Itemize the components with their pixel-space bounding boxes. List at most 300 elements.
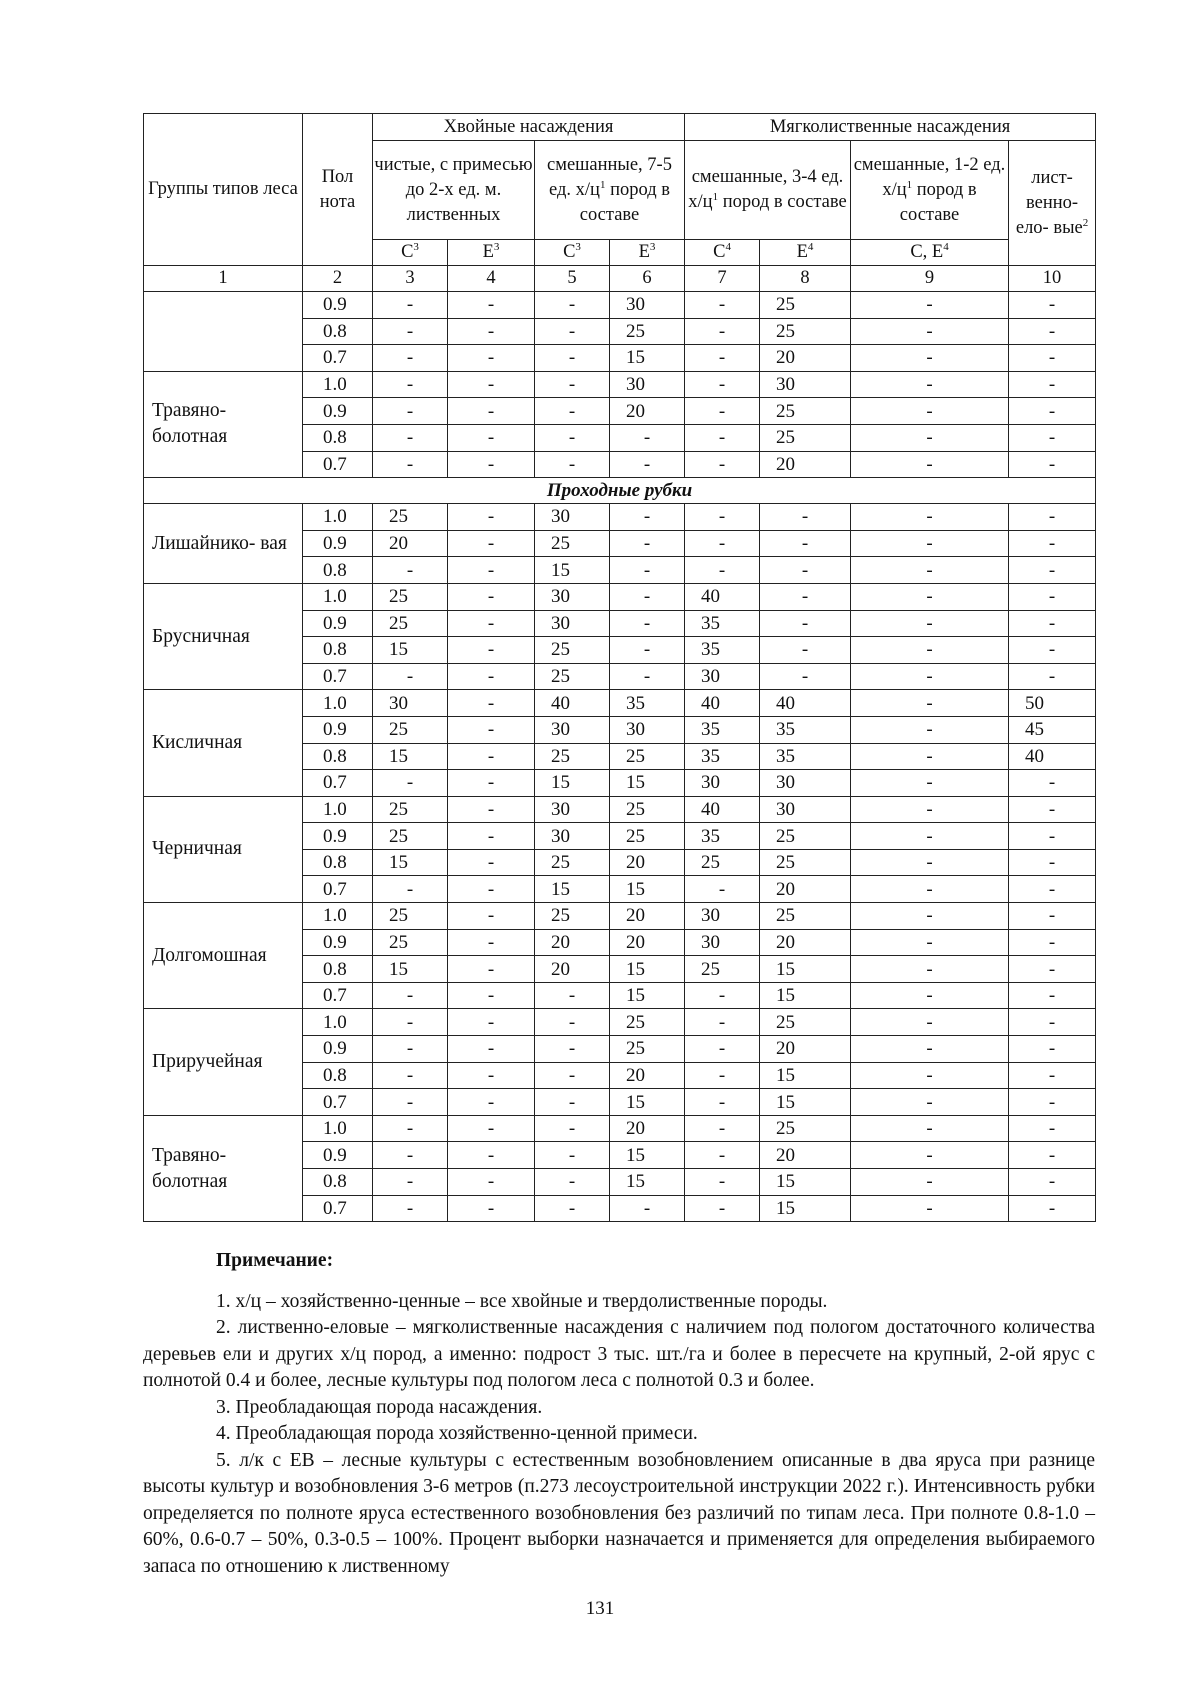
value-cell: - xyxy=(851,1115,1009,1142)
footnote-mark: 3 xyxy=(649,240,656,253)
value-cell: - xyxy=(851,583,1009,610)
value-cell: 25 xyxy=(610,743,685,770)
header-species: С, $Е^4$ xyxy=(851,240,1009,266)
value-cell: - xyxy=(448,743,535,770)
value-cell: 40 xyxy=(685,796,760,823)
value-cell: - xyxy=(610,557,685,584)
footnote-mark: 3 xyxy=(493,240,500,253)
value-cell: 25 xyxy=(760,292,851,319)
value-cell: 20 xyxy=(535,929,610,956)
value-cell: 30 xyxy=(373,690,448,717)
value-cell: - xyxy=(851,424,1009,451)
value-cell: 35 xyxy=(610,690,685,717)
value-cell: 25 xyxy=(535,743,610,770)
value-cell: - xyxy=(1009,637,1096,664)
value-cell: - xyxy=(851,530,1009,557)
column-number: 8 xyxy=(760,266,851,292)
value-cell: - xyxy=(851,1062,1009,1089)
polnota-cell: 0.9 xyxy=(303,398,373,425)
header-subgroup: смешанные, 1-2 ед. $х/ц^1$ пород в составе xyxy=(851,141,1009,240)
value-cell: - xyxy=(851,690,1009,717)
value-cell: 25 xyxy=(373,929,448,956)
value-cell: - xyxy=(851,504,1009,531)
value-cell: 40 xyxy=(1009,743,1096,770)
table-row xyxy=(144,1009,1096,1036)
table-row xyxy=(144,1115,1096,1142)
value-cell: 15 xyxy=(760,1195,851,1222)
value-cell: - xyxy=(1009,823,1096,850)
value-cell: - xyxy=(685,1089,760,1116)
table-row xyxy=(144,903,1096,930)
value-cell: 20 xyxy=(610,1062,685,1089)
value-cell: - xyxy=(448,1115,535,1142)
value-cell: - xyxy=(851,1089,1009,1116)
polnota-cell: 0.8 xyxy=(303,557,373,584)
value-cell: - xyxy=(851,823,1009,850)
value-cell: - xyxy=(535,1036,610,1063)
value-cell: - xyxy=(535,292,610,319)
value-cell: - xyxy=(373,1169,448,1196)
value-cell: - xyxy=(851,451,1009,478)
value-cell: 15 xyxy=(760,982,851,1009)
value-cell: - xyxy=(373,1036,448,1063)
value-cell: - xyxy=(535,1062,610,1089)
value-cell: 20 xyxy=(610,398,685,425)
value-cell: 20 xyxy=(760,451,851,478)
value-cell: 25 xyxy=(535,530,610,557)
value-cell: - xyxy=(535,424,610,451)
value-cell: 25 xyxy=(535,637,610,664)
value-cell: - xyxy=(448,637,535,664)
polnota-cell: 0.8 xyxy=(303,318,373,345)
value-cell: - xyxy=(373,1009,448,1036)
table-row xyxy=(144,504,1096,531)
table-row xyxy=(144,583,1096,610)
value-cell: - xyxy=(535,1115,610,1142)
forest-type-group: Черничная xyxy=(144,796,303,902)
value-cell: 15 xyxy=(373,637,448,664)
value-cell: - xyxy=(685,982,760,1009)
value-cell: - xyxy=(685,1142,760,1169)
value-cell: 35 xyxy=(760,716,851,743)
value-cell: 25 xyxy=(760,424,851,451)
polnota-cell: 0.8 xyxy=(303,424,373,451)
value-cell: 15 xyxy=(610,345,685,372)
value-cell: - xyxy=(610,530,685,557)
polnota-cell: 1.0 xyxy=(303,583,373,610)
polnota-cell: 1.0 xyxy=(303,371,373,398)
value-cell: - xyxy=(851,318,1009,345)
value-cell: 30 xyxy=(610,371,685,398)
value-cell: 15 xyxy=(610,956,685,983)
header-species: $Е^4$ xyxy=(760,240,851,266)
value-cell: - xyxy=(535,451,610,478)
value-cell: - xyxy=(1009,956,1096,983)
value-cell: - xyxy=(685,1169,760,1196)
polnota-cell: 0.8 xyxy=(303,956,373,983)
polnota-cell: 0.7 xyxy=(303,345,373,372)
header-species: $С^3$ xyxy=(535,240,610,266)
value-cell: 15 xyxy=(373,956,448,983)
polnota-cell: 0.9 xyxy=(303,1036,373,1063)
header-subgroup: смешанные, 7-5 ед. $х/ц^1$ пород в составе xyxy=(535,141,685,240)
value-cell: 25 xyxy=(373,610,448,637)
value-cell: - xyxy=(1009,424,1096,451)
value-cell: 25 xyxy=(760,903,851,930)
value-cell: - xyxy=(535,1169,610,1196)
value-cell: 25 xyxy=(760,398,851,425)
value-cell: 30 xyxy=(535,504,610,531)
thinning-intensity-table xyxy=(143,113,1096,1222)
value-cell: - xyxy=(448,849,535,876)
value-cell: - xyxy=(535,371,610,398)
polnota-cell: 1.0 xyxy=(303,690,373,717)
column-number: 6 xyxy=(610,266,685,292)
value-cell: - xyxy=(851,1169,1009,1196)
note-item: 5. л/к с ЕВ – лесные культуры с естественным возобновлением описанные в два яруса при разнице высоты культур и возобновления 3-6 метров (п.273 лесоустроительной инструкции 2022 г.). Интенсивность рубки определяется по полноте яруса естественного возобновления без различий по типам леса. При полноте 0.8-1.0 – 60%, 0.6-0.7 – 50%, 0.3-0.5 – 100%. Процент выборки назначается и применяется для определения выбираемого запаса по отношению к лиственному xyxy=(143,1449,1095,1577)
value-cell: 25 xyxy=(535,849,610,876)
polnota-cell: 0.9 xyxy=(303,610,373,637)
value-cell: 20 xyxy=(610,849,685,876)
value-cell: 25 xyxy=(760,823,851,850)
notes xyxy=(143,1248,1095,1580)
value-cell: 15 xyxy=(610,1169,685,1196)
value-cell: - xyxy=(535,1009,610,1036)
value-cell: 35 xyxy=(685,823,760,850)
value-cell: - xyxy=(760,583,851,610)
table-row xyxy=(144,796,1096,823)
value-cell: 40 xyxy=(760,690,851,717)
value-cell: - xyxy=(1009,1195,1096,1222)
value-cell: 35 xyxy=(685,610,760,637)
forest-type-group: Травяно- болотная xyxy=(144,371,303,477)
value-cell: 25 xyxy=(373,716,448,743)
value-cell: - xyxy=(448,583,535,610)
footnote-mark: 2 xyxy=(1082,216,1089,229)
table-row xyxy=(144,690,1096,717)
value-cell: - xyxy=(851,1036,1009,1063)
value-cell: 25 xyxy=(373,504,448,531)
value-cell: - xyxy=(448,690,535,717)
value-cell: - xyxy=(1009,292,1096,319)
value-cell: 15 xyxy=(610,1089,685,1116)
value-cell: 30 xyxy=(535,823,610,850)
value-cell: - xyxy=(448,610,535,637)
table-row xyxy=(144,371,1096,398)
value-cell: - xyxy=(851,743,1009,770)
polnota-cell: 0.9 xyxy=(303,716,373,743)
value-cell: - xyxy=(685,1062,760,1089)
value-cell: 35 xyxy=(685,716,760,743)
header-species: $Е^3$ xyxy=(448,240,535,266)
value-cell: 45 xyxy=(1009,716,1096,743)
value-cell: - xyxy=(851,292,1009,319)
column-number: 2 xyxy=(303,266,373,292)
value-cell: - xyxy=(1009,876,1096,903)
value-cell: 30 xyxy=(535,796,610,823)
value-cell: 15 xyxy=(610,876,685,903)
value-cell: - xyxy=(448,557,535,584)
footnote-mark: 1 xyxy=(906,178,913,191)
polnota-cell: 0.8 xyxy=(303,637,373,664)
polnota-cell: 1.0 xyxy=(303,1115,373,1142)
value-cell: - xyxy=(685,1115,760,1142)
value-cell: - xyxy=(685,292,760,319)
value-cell: - xyxy=(448,398,535,425)
value-cell: 15 xyxy=(610,982,685,1009)
value-cell: - xyxy=(373,770,448,797)
value-cell: 25 xyxy=(760,1009,851,1036)
value-cell: - xyxy=(1009,318,1096,345)
value-cell: - xyxy=(448,716,535,743)
value-cell: 20 xyxy=(610,903,685,930)
value-cell: 30 xyxy=(760,371,851,398)
value-cell: 15 xyxy=(535,876,610,903)
value-cell: - xyxy=(1009,530,1096,557)
value-cell: 35 xyxy=(760,743,851,770)
footnote-mark: 3 xyxy=(575,240,581,253)
value-cell: 35 xyxy=(685,743,760,770)
value-cell: - xyxy=(1009,796,1096,823)
polnota-cell: 0.9 xyxy=(303,1142,373,1169)
value-cell: 30 xyxy=(685,663,760,690)
value-cell: 25 xyxy=(535,663,610,690)
column-number: 3 xyxy=(373,266,448,292)
polnota-cell: 0.7 xyxy=(303,770,373,797)
value-cell: 15 xyxy=(535,770,610,797)
value-cell: - xyxy=(1009,903,1096,930)
value-cell: - xyxy=(685,1195,760,1222)
value-cell: - xyxy=(685,876,760,903)
value-cell: 15 xyxy=(760,1062,851,1089)
forest-type-group: Долгомошная xyxy=(144,903,303,1009)
value-cell: - xyxy=(535,1142,610,1169)
value-cell: - xyxy=(373,876,448,903)
value-cell: - xyxy=(373,1089,448,1116)
value-cell: 30 xyxy=(685,903,760,930)
value-cell: - xyxy=(1009,1142,1096,1169)
value-cell: - xyxy=(535,318,610,345)
value-cell: - xyxy=(610,504,685,531)
forest-type-group: Брусничная xyxy=(144,583,303,689)
value-cell: 35 xyxy=(685,637,760,664)
forest-type-group: Приручейная xyxy=(144,1009,303,1115)
value-cell: - xyxy=(373,1062,448,1089)
value-cell: 30 xyxy=(685,770,760,797)
value-cell: - xyxy=(610,451,685,478)
value-cell: - xyxy=(851,796,1009,823)
value-cell: 40 xyxy=(685,690,760,717)
polnota-cell: 1.0 xyxy=(303,796,373,823)
polnota-cell: 0.7 xyxy=(303,982,373,1009)
footnote-mark: 4 xyxy=(725,240,731,253)
value-cell: - xyxy=(1009,398,1096,425)
header-soft: Мягколиственные насаждения xyxy=(685,114,1096,141)
value-cell: 40 xyxy=(685,583,760,610)
value-cell: - xyxy=(448,1195,535,1222)
value-cell: - xyxy=(1009,583,1096,610)
value-cell: - xyxy=(448,530,535,557)
value-cell: 30 xyxy=(535,610,610,637)
value-cell: - xyxy=(685,504,760,531)
value-cell: - xyxy=(448,371,535,398)
footnote-mark: 4 xyxy=(943,240,949,253)
value-cell: - xyxy=(851,716,1009,743)
value-cell: - xyxy=(851,770,1009,797)
section-title: Проходные рубки xyxy=(144,478,1096,504)
value-cell: 30 xyxy=(760,770,851,797)
value-cell: - xyxy=(1009,1036,1096,1063)
forest-type-group xyxy=(144,292,303,372)
value-cell: - xyxy=(1009,371,1096,398)
page-number: 131 xyxy=(585,1598,615,1619)
value-cell: - xyxy=(448,929,535,956)
value-cell: 20 xyxy=(760,1142,851,1169)
value-cell: 25 xyxy=(610,796,685,823)
value-cell: - xyxy=(448,823,535,850)
value-cell: - xyxy=(610,637,685,664)
value-cell: 25 xyxy=(760,318,851,345)
column-number: 9 xyxy=(851,266,1009,292)
value-cell: - xyxy=(685,371,760,398)
value-cell: 25 xyxy=(760,1115,851,1142)
value-cell: - xyxy=(1009,1089,1096,1116)
header-polnota: Пол нота xyxy=(303,114,373,266)
value-cell: 15 xyxy=(373,743,448,770)
value-cell: - xyxy=(373,1142,448,1169)
column-number: 5 xyxy=(535,266,610,292)
value-cell: 20 xyxy=(373,530,448,557)
column-number: 7 xyxy=(685,266,760,292)
value-cell: 25 xyxy=(373,583,448,610)
value-cell: 30 xyxy=(760,796,851,823)
polnota-cell: 0.9 xyxy=(303,530,373,557)
header-conifer: Хвойные насаждения xyxy=(373,114,685,141)
value-cell: - xyxy=(448,796,535,823)
value-cell: 25 xyxy=(373,796,448,823)
value-cell: - xyxy=(685,557,760,584)
value-cell: - xyxy=(535,1089,610,1116)
forest-type-group: Кисличная xyxy=(144,690,303,796)
value-cell: - xyxy=(1009,345,1096,372)
value-cell: 20 xyxy=(760,929,851,956)
value-cell: 25 xyxy=(373,823,448,850)
value-cell: - xyxy=(685,318,760,345)
footnote-mark: 3 xyxy=(413,240,419,253)
header-species: $С^3$ xyxy=(373,240,448,266)
value-cell: 30 xyxy=(535,716,610,743)
value-cell: - xyxy=(610,583,685,610)
value-cell: - xyxy=(610,610,685,637)
value-cell: - xyxy=(1009,849,1096,876)
value-cell: - xyxy=(851,1009,1009,1036)
value-cell: - xyxy=(685,345,760,372)
value-cell: - xyxy=(448,770,535,797)
header-species: $С^4$ xyxy=(685,240,760,266)
value-cell: 25 xyxy=(610,823,685,850)
value-cell: 25 xyxy=(760,849,851,876)
header-subgroup: смешанные, 3-4 ед. $х/ц^1$ пород в составе xyxy=(685,141,851,240)
value-cell: - xyxy=(851,557,1009,584)
value-cell: - xyxy=(1009,557,1096,584)
polnota-cell: 0.7 xyxy=(303,876,373,903)
value-cell: - xyxy=(448,345,535,372)
value-cell: 25 xyxy=(535,903,610,930)
footnote-mark: 1 xyxy=(599,178,606,191)
value-cell: - xyxy=(1009,1169,1096,1196)
value-cell: 15 xyxy=(535,557,610,584)
header-subgroup: лист- венно- ело- вые$^2$ xyxy=(1009,141,1096,266)
value-cell: - xyxy=(448,451,535,478)
value-cell: 15 xyxy=(760,956,851,983)
value-cell: 15 xyxy=(373,849,448,876)
value-cell: - xyxy=(448,956,535,983)
polnota-cell: 1.0 xyxy=(303,903,373,930)
polnota-cell: 0.8 xyxy=(303,1062,373,1089)
value-cell: - xyxy=(448,1062,535,1089)
value-cell: 20 xyxy=(760,345,851,372)
value-cell: - xyxy=(448,903,535,930)
value-cell: - xyxy=(851,637,1009,664)
value-cell: 20 xyxy=(535,956,610,983)
polnota-cell: 0.7 xyxy=(303,1195,373,1222)
value-cell: - xyxy=(760,663,851,690)
polnota-cell: 0.8 xyxy=(303,743,373,770)
value-cell: - xyxy=(1009,929,1096,956)
value-cell: - xyxy=(448,1089,535,1116)
value-cell: - xyxy=(1009,770,1096,797)
value-cell: - xyxy=(685,1036,760,1063)
polnota-cell: 1.0 xyxy=(303,504,373,531)
value-cell: 25 xyxy=(610,1009,685,1036)
value-cell: - xyxy=(851,663,1009,690)
polnota-cell: 0.8 xyxy=(303,849,373,876)
value-cell: - xyxy=(685,530,760,557)
value-cell: - xyxy=(1009,982,1096,1009)
value-cell: - xyxy=(851,371,1009,398)
footnote-mark: 4 xyxy=(807,240,814,253)
value-cell: - xyxy=(851,982,1009,1009)
value-cell: 40 xyxy=(535,690,610,717)
value-cell: 25 xyxy=(685,956,760,983)
value-cell: - xyxy=(1009,1009,1096,1036)
value-cell: - xyxy=(1009,610,1096,637)
note-item: 1. х/ц – хозяйственно-ценные – все хвойные и твердолиственные породы. xyxy=(216,1290,828,1312)
polnota-cell: 0.7 xyxy=(303,663,373,690)
value-cell: - xyxy=(535,982,610,1009)
value-cell: - xyxy=(535,1195,610,1222)
value-cell: 15 xyxy=(760,1089,851,1116)
header-subgroup: чистые, с примесью до 2-х ед. м. лиственных xyxy=(373,141,535,240)
value-cell: - xyxy=(448,1142,535,1169)
value-cell: - xyxy=(535,398,610,425)
value-cell: - xyxy=(1009,451,1096,478)
value-cell: - xyxy=(760,637,851,664)
value-cell: - xyxy=(448,318,535,345)
value-cell: - xyxy=(760,530,851,557)
value-cell: - xyxy=(373,557,448,584)
value-cell: - xyxy=(448,982,535,1009)
value-cell: 25 xyxy=(610,1036,685,1063)
value-cell: 20 xyxy=(610,1115,685,1142)
value-cell: 30 xyxy=(610,292,685,319)
polnota-cell: 0.9 xyxy=(303,292,373,319)
value-cell: - xyxy=(1009,663,1096,690)
value-cell: - xyxy=(610,1195,685,1222)
value-cell: - xyxy=(373,345,448,372)
value-cell: - xyxy=(1009,1062,1096,1089)
value-cell: 15 xyxy=(760,1169,851,1196)
